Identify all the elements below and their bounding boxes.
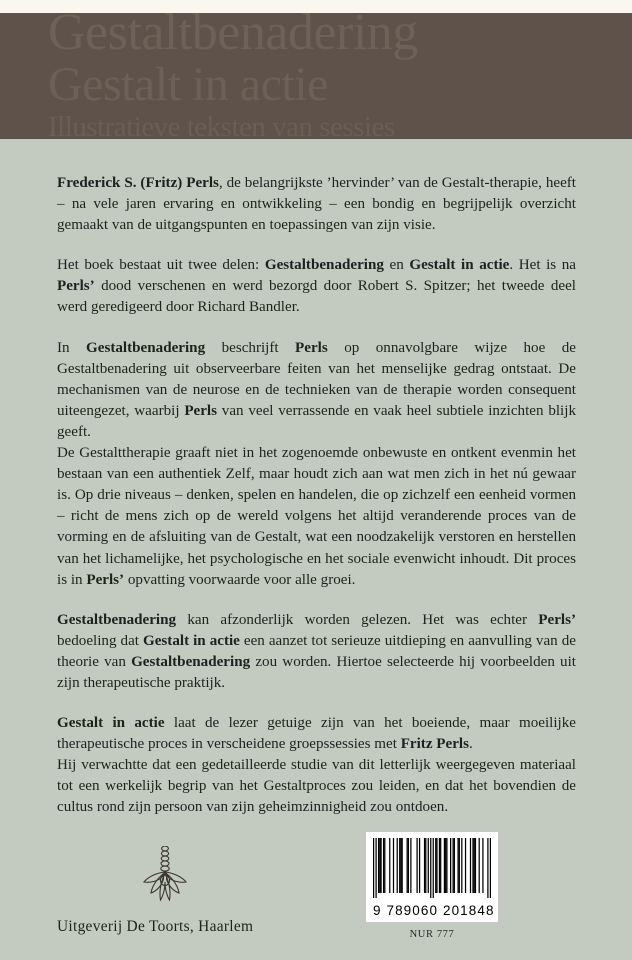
blurb-emphasis: Gestaltbenadering — [264, 257, 384, 274]
blurb-text — [57, 173, 576, 819]
blurb-emphasis: Perls’ — [57, 278, 95, 295]
torch-logo — [142, 846, 188, 908]
blurb-emphasis: Gestalt in actie — [57, 715, 165, 732]
blurb-emphasis: Perls — [184, 402, 217, 419]
publisher-name: Uitgeverij De Toorts, Haarlem — [57, 918, 254, 935]
blurb-emphasis: Gestaltbenadering — [86, 339, 206, 356]
top-edge-strip — [0, 0, 632, 13]
blurb-emphasis: Fritz Perls — [400, 736, 469, 753]
blurb-emphasis: Frederick S. (Fritz) Perls — [57, 175, 219, 191]
barcode-box — [366, 832, 498, 922]
blurb-paragraph: Gestalt in actie laat de lezer getuige zijn van het boeiende, maar moeilijke therapeutische proces in verscheidene groepssessies met Fritz Perls. Hij verwachtte dat een gedetailleerde studie van dit letterlijk weergegeven materiaal tot een werkelijk begrip van het Gestaltproces zou leiden, en dat het bovendien de cultus rond zijn persoon van zijn geheimzinnigheid zou ontdoen. — [57, 715, 576, 816]
publisher-block — [57, 846, 317, 936]
blurb-paragraph: Gestaltbenadering kan afzonderlijk worden gelezen. Het was echter Perls’ bedoeling dat Gestalt in actie een aanzet tot serieuze uitdieping en aanvulling van de theorie van Gestaltbenadering zou worden. Hiertoe selecteerde hij voorbeelden uit zijn therapeutische praktijk. — [57, 611, 576, 691]
book-tagline: Illustratieve teksten van sessies — [48, 111, 395, 139]
blurb-emphasis: Gestaltbenadering — [131, 653, 251, 670]
nur-code: NUR 777 — [409, 929, 455, 940]
header-band — [0, 13, 632, 139]
blurb-paragraph: Het boek bestaat uit twee delen: Gestaltbenadering en Gestalt in actie. Het is na Perls’ dood verschenen en werd bezorgd door Robert S. Spitzer; het tweede deel werd geredigeerd door Richard Bandler. — [57, 257, 576, 316]
blurb-paragraph: Frederick S. (Fritz) Perls, de belangrijkste ’hervinder’ van de Gestalt-therapie, heeft – na vele jaren ervaring en ontwikkeling – een bondig en begrijpelijk overzicht gemaakt van de uitgangspunten en toepassingen van zijn visie. — [57, 175, 576, 234]
book-subtitle: Gestalt in actie — [48, 58, 328, 111]
header-title-group — [48, 13, 632, 139]
blurb-emphasis: Perls — [295, 339, 328, 356]
ean13-barcode-bars — [373, 838, 491, 898]
blurb-emphasis: Gestaltbenadering — [57, 611, 177, 628]
barcode-digits: 9 789060 201848 — [373, 903, 495, 918]
book-title: Gestaltbenadering — [48, 13, 418, 61]
blurb-emphasis: Gestalt in actie — [142, 632, 240, 649]
blurb-paragraph: In Gestaltbenadering beschrijft Perls op onnavolgbare wijze hoe de Gestaltbenadering uit observeerbare feiten van het menselijke gedrag ontstaat. De mechanismen van de neurose en de technieken van de therapie worden consequent uiteengezet, waarbij Perls van veel verrassende en vaak heel subtiele inzichten blijk geeft. De Gestalttherapie graaft niet in het zogenoemde onbewuste en ontkent evenmin het bestaan van een authentiek Zelf, maar houdt zich aan wat men zich in het nú gewaar is. Op drie niveaus – denken, spelen en handelen, die op zichzelf een eenheid vormen – richt de mens zich op de wereld volgens het altijd veranderende proces van de vorming en de afsluiting van de Gestalt, wat een noodzakelijk verstoren en herstellen van het lichamelijke, het psychologische en het sociale evenwicht inhoudt. Dit proces is in Perls’ opvatting voorwaarde voor alle groei. — [57, 339, 576, 588]
barcode-block — [366, 832, 498, 940]
blurb-emphasis: Perls’ — [86, 571, 125, 588]
blurb-emphasis: Perls’ — [538, 611, 576, 628]
blurb-emphasis: Gestalt in actie — [409, 257, 510, 274]
